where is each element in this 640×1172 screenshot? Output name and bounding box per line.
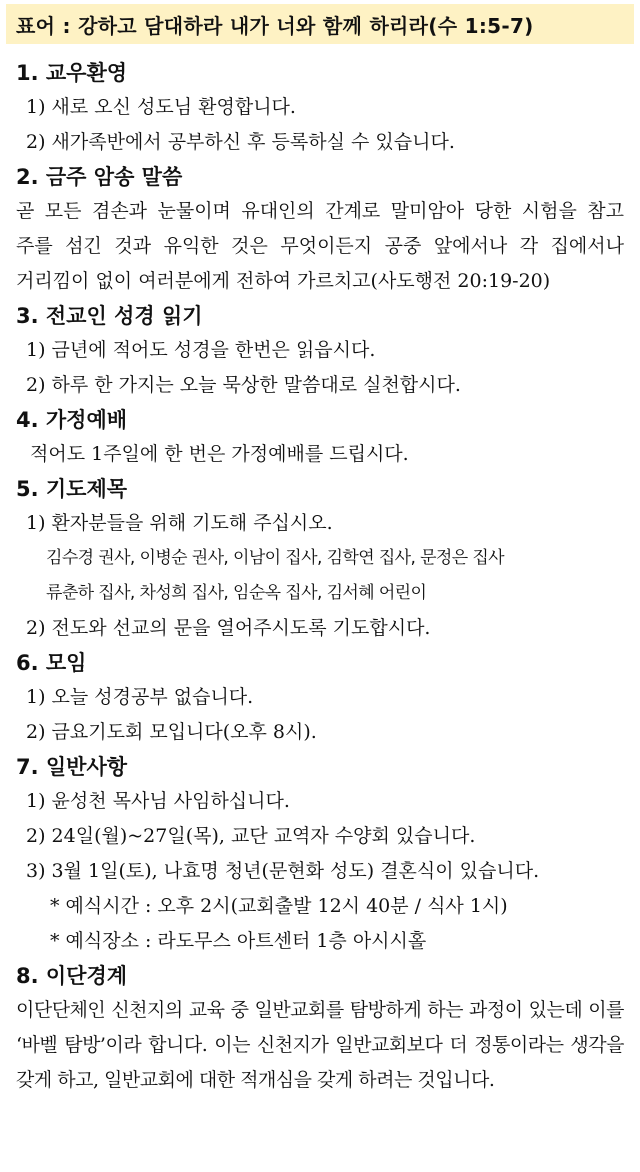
section-announcements	[0, 750, 640, 959]
list-item: 3) 3월 1일(토), 나효명 청년(문현화 성도) 결혼식이 있습니다.	[26, 860, 540, 882]
list-item: 2) 24일(월)~27일(목), 교단 교역자 수양회 있습니다.	[26, 825, 476, 847]
bulletin-content	[0, 56, 640, 1098]
section-title: 3. 전교인 성경 읽기	[16, 304, 203, 328]
wedding-detail-line: * 예식시간 : 오후 2시(교회출발 12시 40분 / 식사 1시)	[50, 895, 508, 917]
prayer-names-line: 류춘하 집사, 차성희 집사, 임순옥 집사, 김서혜 어린이	[46, 583, 427, 603]
section-title: 8. 이단경계	[16, 964, 128, 988]
family-worship-text: 적어도 1주일에 한 번은 가정예배를 드립시다.	[30, 443, 409, 465]
section-family-worship	[0, 403, 640, 472]
motto-banner	[6, 4, 634, 44]
memory-verse-text: 곧 모든 겸손과 눈물이며 유대인의 간계로 말미암아 당한 시험을 참고 주를 섬긴 것과 유익한 것은 무엇이든지 공중 앞에서나 각 집에서나 거리낌이 없이 여러분에게 전하여 가르치고(사도행전 20:19-20)	[16, 200, 624, 292]
section-memory-verse	[0, 160, 640, 299]
list-item: 2) 하루 한 가지는 오늘 묵상한 말씀대로 실천합시다.	[26, 374, 461, 396]
list-item: 2) 새가족반에서 공부하신 후 등록하실 수 있습니다.	[26, 131, 455, 153]
list-item: 1) 새로 오신 성도님 환영합니다.	[26, 96, 296, 118]
section-title: 2. 금주 암송 말씀	[16, 165, 183, 189]
heresy-warning-text: 이단단체인 신천지의 교육 중 일반교회를 탐방하게 하는 과정이 있는데 이를 ‘바벨 탐방’이라 합니다. 이는 신천지가 일반교회보다 더 정통이라는 생각을 갖게 하고, 일반교회에 대한 적개심을 갖게 하려는 것입니다.	[16, 999, 624, 1091]
list-item: 1) 윤성천 목사님 사임하십니다.	[26, 790, 290, 812]
list-item: 1) 환자분들을 위해 기도해 주십시오.	[26, 512, 333, 534]
section-prayer-requests	[0, 472, 640, 646]
section-title: 1. 교우환영	[16, 61, 128, 85]
list-item: 2) 전도와 선교의 문을 열어주시도록 기도합시다.	[26, 617, 431, 639]
wedding-detail-line: * 예식장소 : 라도무스 아트센터 1층 아시시홀	[50, 930, 427, 952]
prayer-names-line: 김수경 권사, 이병순 권사, 이남이 집사, 김학연 집사, 문정은 집사	[46, 548, 504, 568]
section-heresy-warning	[0, 959, 640, 1098]
motto-text: 표어 : 강하고 담대하라 내가 너와 함께 하리라(수 1:5-7)	[16, 13, 534, 38]
section-title: 6. 모임	[16, 651, 87, 675]
list-item: 2) 금요기도회 모입니다(오후 8시).	[26, 721, 317, 743]
section-title: 5. 기도제목	[16, 477, 128, 501]
section-bible-reading	[0, 299, 640, 403]
list-item: 1) 오늘 성경공부 없습니다.	[26, 686, 254, 708]
section-title: 4. 가정예배	[16, 408, 128, 432]
section-title: 7. 일반사항	[16, 755, 128, 779]
section-meetings	[0, 646, 640, 750]
list-item: 1) 금년에 적어도 성경을 한번은 읽읍시다.	[26, 339, 376, 361]
section-welcome	[0, 56, 640, 160]
